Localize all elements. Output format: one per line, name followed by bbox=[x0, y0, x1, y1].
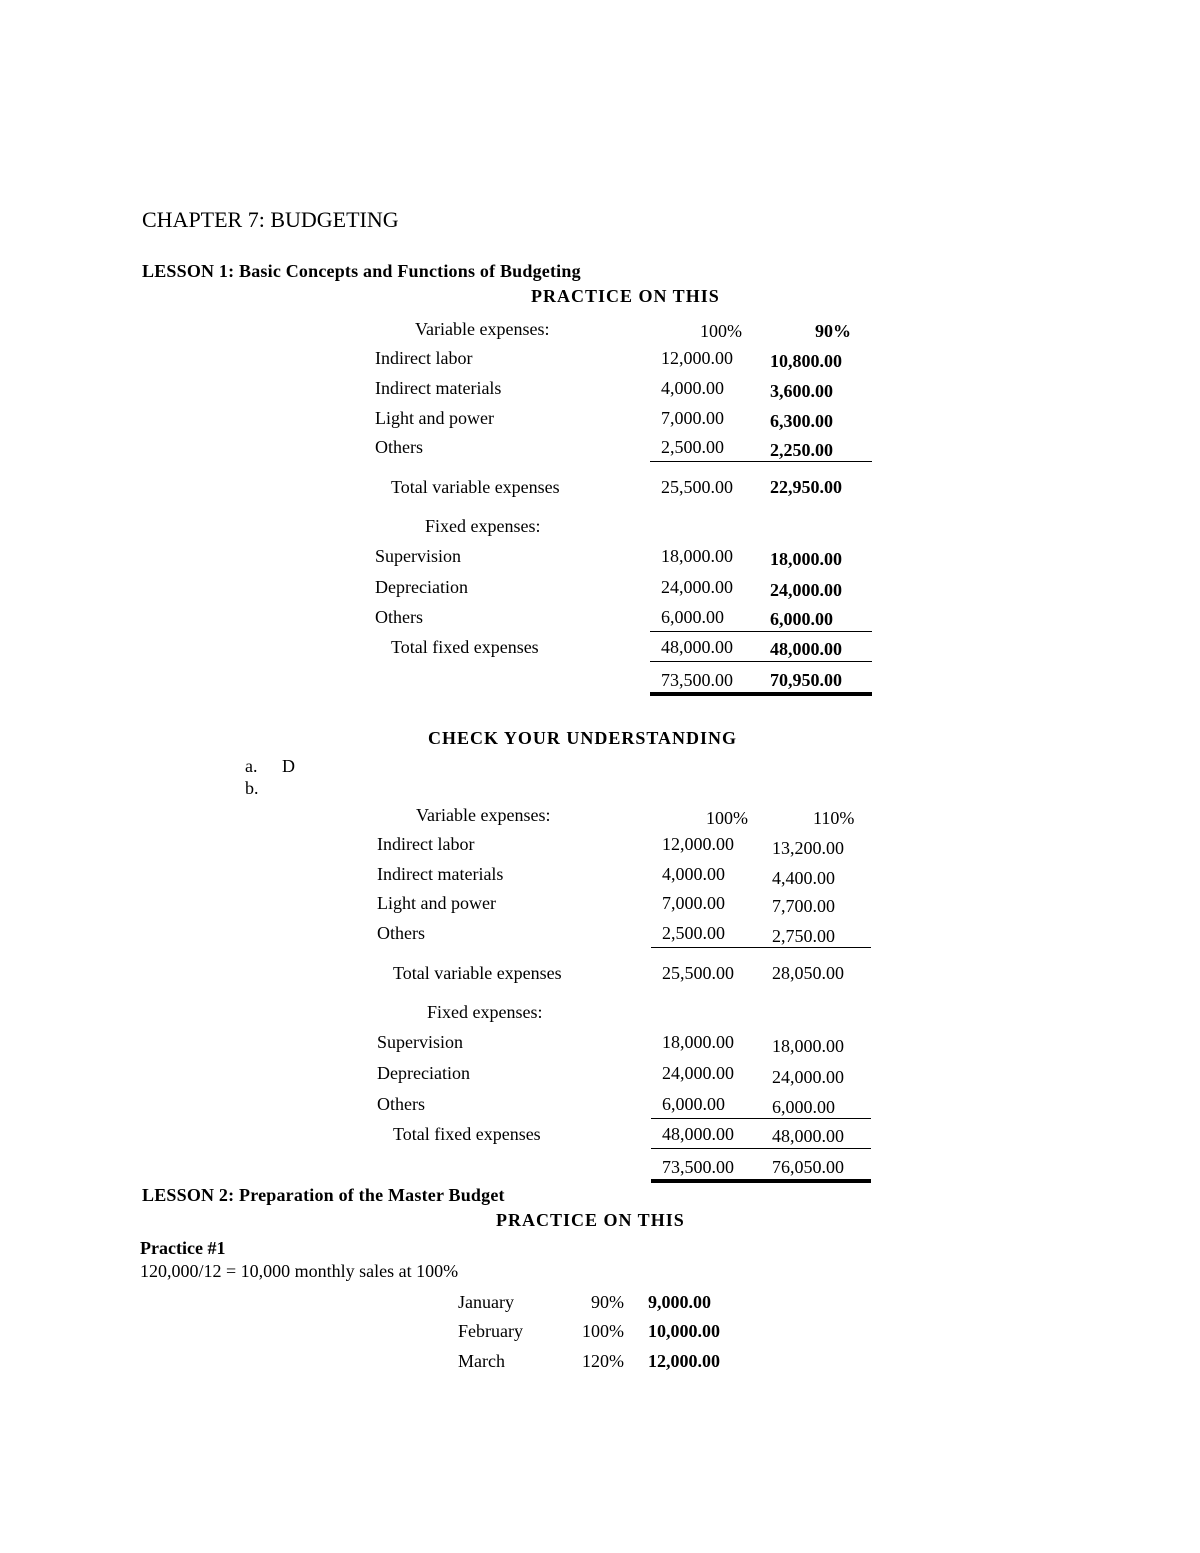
row-value-100: 7,000.00 bbox=[662, 893, 725, 913]
lesson1-practice-heading: PRACTICE ON THIS bbox=[531, 286, 720, 306]
col-90-header: 90% bbox=[815, 321, 851, 341]
row-value-100: 6,000.00 bbox=[662, 1094, 725, 1114]
row-value-100: 7,000.00 bbox=[661, 408, 724, 428]
month-amount: 12,000.00 bbox=[648, 1351, 720, 1371]
month-percent: 90% bbox=[591, 1292, 624, 1312]
check-understanding-heading: CHECK YOUR UNDERSTANDING bbox=[428, 728, 738, 748]
month-label: February bbox=[458, 1321, 523, 1341]
col-100-header: 100% bbox=[706, 808, 748, 828]
row-label: Indirect labor bbox=[375, 348, 473, 368]
total-variable-100: 25,500.00 bbox=[661, 477, 733, 497]
row-value-110: 6,000.00 bbox=[772, 1097, 835, 1117]
row-value-110: 4,400.00 bbox=[772, 868, 835, 888]
chapter-title: CHAPTER 7: BUDGETING bbox=[142, 207, 399, 232]
row-value-90: 10,800.00 bbox=[770, 351, 842, 371]
row-value-110: 13,200.00 bbox=[772, 838, 844, 858]
variable-expenses-header: Variable expenses: bbox=[415, 319, 550, 339]
total-variable-90: 22,950.00 bbox=[770, 477, 842, 497]
subtotal-rule bbox=[651, 1118, 871, 1119]
row-label: Light and power bbox=[375, 408, 494, 428]
row-label: Others bbox=[375, 607, 423, 627]
row-label: Others bbox=[377, 923, 425, 943]
row-value-100: 4,000.00 bbox=[662, 864, 725, 884]
row-value-90: 6,300.00 bbox=[770, 411, 833, 431]
total-fixed-100: 48,000.00 bbox=[661, 637, 733, 657]
month-label: January bbox=[458, 1292, 514, 1312]
row-label: Indirect materials bbox=[375, 378, 502, 398]
row-label: Indirect labor bbox=[377, 834, 475, 854]
row-label: Indirect materials bbox=[377, 864, 504, 884]
total-fixed-110: 48,000.00 bbox=[772, 1126, 844, 1146]
total-variable-100: 25,500.00 bbox=[662, 963, 734, 983]
month-amount: 10,000.00 bbox=[648, 1321, 720, 1341]
row-value-100: 18,000.00 bbox=[661, 546, 733, 566]
subtotal-rule bbox=[651, 947, 871, 948]
row-value-100: 24,000.00 bbox=[661, 577, 733, 597]
row-label: Others bbox=[377, 1094, 425, 1114]
row-value-100: 12,000.00 bbox=[661, 348, 733, 368]
total-variable-label: Total variable expenses bbox=[391, 477, 560, 497]
month-percent: 120% bbox=[582, 1351, 624, 1371]
subtotal-rule bbox=[650, 631, 872, 632]
month-label: March bbox=[458, 1351, 505, 1371]
row-value-90: 6,000.00 bbox=[770, 609, 833, 629]
practice1-label: Practice #1 bbox=[140, 1238, 226, 1258]
total-fixed-100: 48,000.00 bbox=[662, 1124, 734, 1144]
row-label: Supervision bbox=[375, 546, 462, 566]
grand-total-100: 73,500.00 bbox=[661, 670, 733, 690]
answer-b-marker: b. bbox=[245, 778, 259, 798]
row-label: Depreciation bbox=[375, 577, 468, 597]
total-fixed-label: Total fixed expenses bbox=[391, 637, 539, 657]
grand-total-100: 73,500.00 bbox=[662, 1157, 734, 1177]
row-value-100: 2,500.00 bbox=[662, 923, 725, 943]
total-fixed-label: Total fixed expenses bbox=[393, 1124, 541, 1144]
fixed-expenses-header: Fixed expenses: bbox=[425, 516, 541, 536]
row-value-100: 18,000.00 bbox=[662, 1032, 734, 1052]
subtotal-rule bbox=[650, 661, 872, 662]
subtotal-rule bbox=[650, 461, 872, 462]
variable-expenses-header: Variable expenses: bbox=[416, 805, 551, 825]
grand-total-rule bbox=[651, 1179, 871, 1183]
practice1-formula: 120,000/12 = 10,000 monthly sales at 100% bbox=[140, 1261, 459, 1281]
row-value-100: 6,000.00 bbox=[661, 607, 724, 627]
row-value-110: 7,700.00 bbox=[772, 896, 835, 916]
answer-a-marker: a. bbox=[245, 756, 258, 776]
row-value-90: 18,000.00 bbox=[770, 549, 842, 569]
row-value-110: 2,750.00 bbox=[772, 926, 835, 946]
total-fixed-90: 48,000.00 bbox=[770, 639, 842, 659]
answer-a-value: D bbox=[282, 756, 295, 776]
grand-total-90: 70,950.00 bbox=[770, 670, 842, 690]
row-value-90: 3,600.00 bbox=[770, 381, 833, 401]
row-value-90: 2,250.00 bbox=[770, 440, 833, 460]
lesson2-practice-heading: PRACTICE ON THIS bbox=[496, 1210, 685, 1230]
subtotal-rule bbox=[651, 1148, 871, 1149]
row-value-100: 12,000.00 bbox=[662, 834, 734, 854]
total-variable-label: Total variable expenses bbox=[393, 963, 562, 983]
grand-total-rule bbox=[650, 692, 872, 696]
row-value-100: 24,000.00 bbox=[662, 1063, 734, 1083]
row-label: Others bbox=[375, 437, 423, 457]
row-label: Supervision bbox=[377, 1032, 464, 1052]
row-value-110: 18,000.00 bbox=[772, 1036, 844, 1056]
month-percent: 100% bbox=[582, 1321, 624, 1341]
grand-total-110: 76,050.00 bbox=[772, 1157, 844, 1177]
month-amount: 9,000.00 bbox=[648, 1292, 711, 1312]
row-value-100: 4,000.00 bbox=[661, 378, 724, 398]
row-value-100: 2,500.00 bbox=[661, 437, 724, 457]
lesson1-title: LESSON 1: Basic Concepts and Functions of Budgeting bbox=[142, 261, 581, 281]
total-variable-110: 28,050.00 bbox=[772, 963, 844, 983]
col-110-header: 110% bbox=[813, 808, 855, 828]
row-value-110: 24,000.00 bbox=[772, 1067, 844, 1087]
row-label: Light and power bbox=[377, 893, 496, 913]
fixed-expenses-header: Fixed expenses: bbox=[427, 1002, 543, 1022]
col-100-header: 100% bbox=[700, 321, 742, 341]
row-label: Depreciation bbox=[377, 1063, 470, 1083]
lesson2-title: LESSON 2: Preparation of the Master Budget bbox=[142, 1185, 505, 1205]
row-value-90: 24,000.00 bbox=[770, 580, 842, 600]
